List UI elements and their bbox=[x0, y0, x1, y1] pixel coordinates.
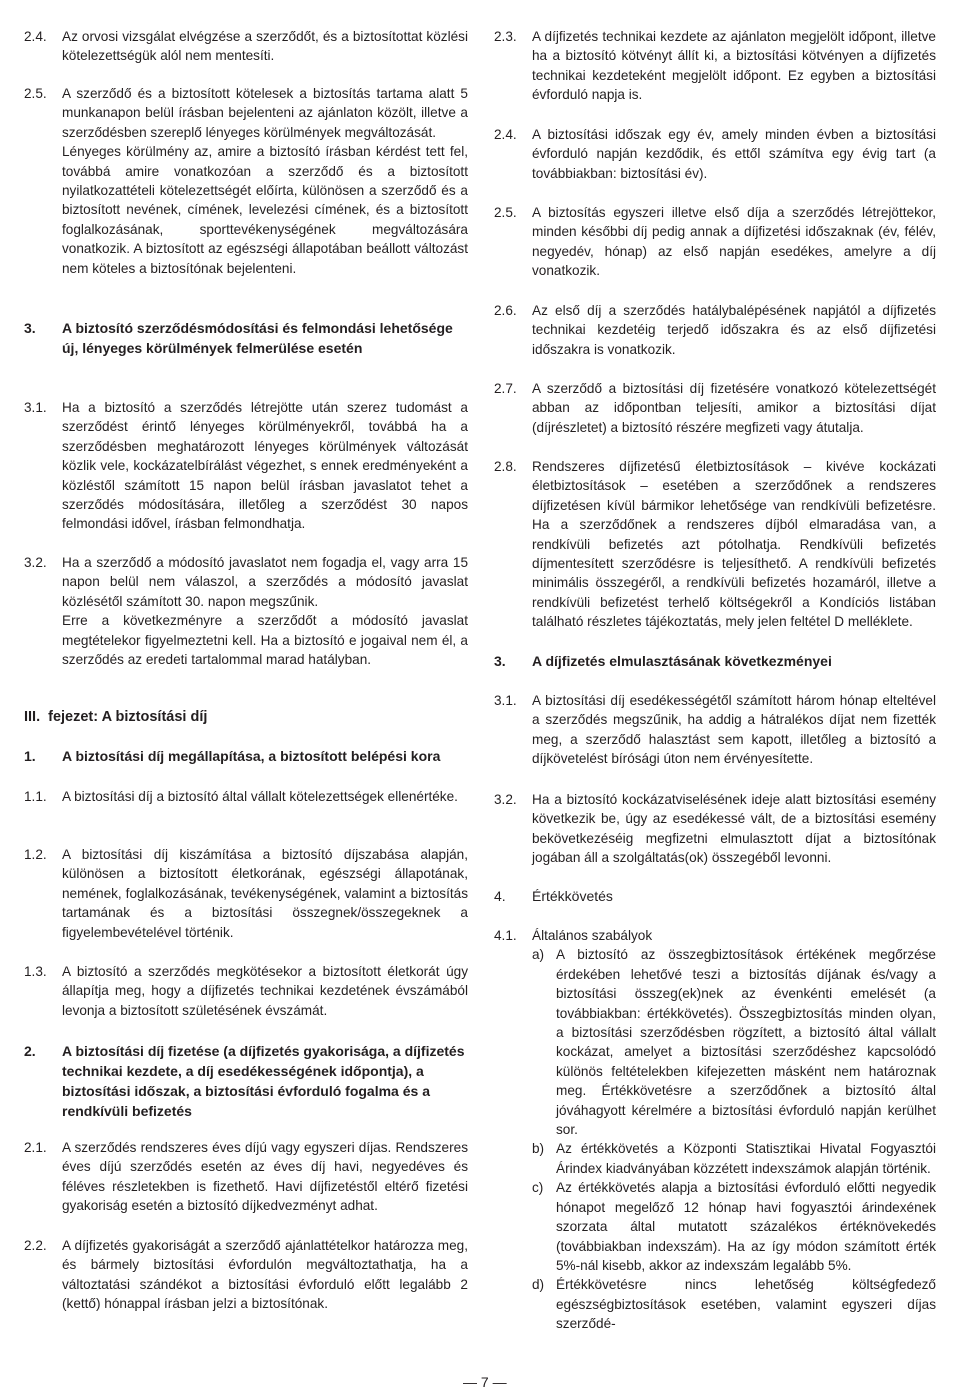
list-item-letter: d) bbox=[532, 1277, 545, 1293]
section-2-4 bbox=[24, 27, 468, 66]
list-item-text: Az értékkövetés alapja a biztosítási évforduló előtti negyedik hónapot megelőző 12 hónap havi fogyasztói árindexének szorzata által mutatott százalékos értéknövekedés (továbbiakban indexszám). Ha az így módon számított érték 5%-nál kisebb, akkor az indexszám legalább 5%. bbox=[556, 1180, 936, 1273]
list-item-letter: b) bbox=[532, 1141, 545, 1157]
section-text: Ha a biztosító kockázatviselésének ideje alatt biztosítási esemény következik be, úgy az esedékessé vált, de a biztosítási esemény bekövetkezéséig megfizetni elmulasztott díjat a biztosítónak jogában áll a szolgáltatás(ok) összegéből levonni. bbox=[532, 792, 936, 866]
section-number: 2.5. bbox=[24, 86, 47, 101]
section-text: Erre a következményre a szerződőt a módosító javaslat megtételekor figyelmeztetni kell. Ha a biztosító e jogaival nem él, a szerződés az eredeti tartalommal marad hatályban. bbox=[62, 613, 468, 668]
section-text: Ha a szerződő a módosító javaslatot nem fogadja el, vagy arra 15 napon belül nem válaszol, a szerződés a módosító javaslat közlésétől számított 30. napon megszűnik. bbox=[62, 555, 468, 609]
heading-text: Értékkövetés bbox=[532, 888, 613, 904]
section-2-5 bbox=[494, 203, 936, 281]
section-1-3 bbox=[24, 962, 468, 1020]
section-text: A biztosító a szerződés megkötésekor a biztosított életkorát úgy állapítja meg, hogy a díjfizetés technikai kezdetének évszámából levonja a biztosított születésének évszámát. bbox=[62, 964, 468, 1018]
heading-3 bbox=[494, 651, 936, 671]
lettered-list bbox=[532, 945, 936, 1333]
list-item-text: Értékkövetésre nincs lehetőség költségfedező egészségbiztosítások esetében, valamint egyszeri díjas szerződé- bbox=[556, 1277, 936, 1332]
heading-number: 4. bbox=[494, 888, 506, 904]
section-2-4 bbox=[494, 125, 936, 183]
heading-number: 3. bbox=[24, 320, 36, 336]
heading-text: A biztosítási díj fizetése (a díjfizetés gyakorisága, a díjfizetés technikai kezdete, a díj esedékességének időpontja), a biztosítási időszak, a biztosítási évforduló fogalma és a rendkívüli befizetés bbox=[62, 1043, 465, 1119]
section-text: A szerződő és a biztosított kötelesek a biztosítás tartama alatt 5 munkanapon belül írásban bejelenteni az ajánlaton közölt, illetve a szerződésben szereplő lényeges körülmények megváltozását. bbox=[62, 86, 468, 140]
section-text: A biztosítási díj a biztosító által vállalt kötelezettségek ellenértéke. bbox=[62, 789, 458, 804]
section-2-1 bbox=[24, 1138, 468, 1216]
section-number: 2.3. bbox=[494, 29, 517, 44]
section-number: 3.2. bbox=[494, 792, 517, 807]
section-number: 2.8. bbox=[494, 459, 517, 474]
section-text: A díjfizetés technikai kezdete az ajánlaton megjelölt időpont, illetve ha a biztosító kötvényt állít ki, a biztosítási kötvényen a díjfizetés technikai kezdeteként megjelölt időpont. Ez egyben a biztosítási évforduló napja is. bbox=[532, 29, 936, 103]
section-text: Ha a biztosító a szerződés létrejötte után szerez tudomást a szerződést érintő lényeges körülményekről, továbbá ha a szerződésben meghatározott lényeges körülmények változását közlik vele, kockázatelbírálást végezhet, s ennek eredményeként a közléstől számított 15 napon belül írásban javaslatot tehet a szerződés módosítására, illetőleg a szerződést 30 napos felmondási idővel, írásban felmondhatja. bbox=[62, 400, 468, 532]
section-number: 1.2. bbox=[24, 847, 47, 862]
section-text: A biztosítási időszak egy év, amely minden évben a biztosítási évforduló napján kezdődik, és ettől számítva egy évig tart (a továbbiakban: biztosítási év). bbox=[532, 127, 936, 181]
section-title: Általános szabályok bbox=[532, 928, 653, 943]
list-item-letter: a) bbox=[532, 947, 545, 963]
chapter-title-text: fejezet: A biztosítási díj bbox=[48, 709, 208, 725]
list-item bbox=[532, 945, 936, 1139]
section-text: A biztosítási díj kiszámítása a biztosító díjszabása alapján, különösen a biztosított életkorának, egészségi állapotának, nemének, foglalkozásának, tevékenységének, valamint a biztosítás tartamának és a biztosítási összegnek/összegeknek a figyelembevételével történik. bbox=[62, 847, 468, 940]
section-number: 2.5. bbox=[494, 205, 517, 220]
section-text: Az első díj a szerződés hatálybalépésének napjától a díjfizetés technikai kezdetéig terjedő időszakra és az első díjfizetési időszakra is vonatkozik. bbox=[532, 303, 936, 357]
list-item bbox=[532, 1275, 936, 1333]
list-item bbox=[532, 1178, 936, 1275]
section-2-6 bbox=[494, 301, 936, 359]
section-4-1 bbox=[494, 926, 936, 1334]
heading-4 bbox=[494, 886, 936, 906]
heading-number: 2. bbox=[24, 1043, 36, 1059]
section-number: 2.6. bbox=[494, 303, 517, 318]
section-3-1 bbox=[494, 691, 936, 769]
section-number: 4.1. bbox=[494, 928, 517, 943]
section-number: 3.1. bbox=[494, 693, 517, 708]
section-text: A biztosítási díj esedékességétől számított három hónap elteltével a szerződés megszűnik, ha addig a hátralékos díjat nem fizették meg, a szerződő halasztást sem kapott, illetőleg a biztosító a díjkövetelést bírósági úton nem érvényesítette. bbox=[532, 693, 936, 767]
section-2-8 bbox=[494, 457, 936, 632]
section-number: 2.4. bbox=[24, 29, 47, 44]
heading-number: 1. bbox=[24, 748, 36, 764]
list-item bbox=[532, 1139, 936, 1178]
section-2-2 bbox=[24, 1236, 468, 1314]
section-number: 2.7. bbox=[494, 381, 517, 396]
section-1-2 bbox=[24, 845, 468, 942]
section-2-3 bbox=[494, 27, 936, 105]
section-number: 2.2. bbox=[24, 1238, 47, 1253]
section-3-2 bbox=[24, 553, 468, 669]
section-text: A szerződés rendszeres éves díjú vagy egyszeri díjas. Rendszeres éves díjú szerződés esetén az éves díj havi, negyedéves és féléves részletekben is fizethető. Havi díjfizetéstől eltérő fizetési gyakoriság esetén a biztosító díjkedvezményt adhat. bbox=[62, 1140, 468, 1214]
chapter-roman: III. bbox=[24, 709, 41, 725]
section-text: Lényeges körülmény az, amire a biztosító írásban kérdést tett fel, továbbá amire vonatkozóan a szerződő és a biztosított nyilatkozattételi kötelezettségét előírta, különösen a szerződő és a biztosított nevének, címének, levelezési címének, és a biztosított foglalkozásának, sporttevékenységének megváltozására vonatkozik. A biztosított az egészségi állapotában beállott változást nem köteles a biztosítónak bejelenteni. bbox=[62, 144, 468, 276]
section-text: Rendszeres díjfizetésű életbiztosítások – kivéve kockázati életbiztosítások – esetében a szerződőnek a rendszeres díjfizetésen kívül bármikor lehetősége van rendkívüli befizetésre. Ha a szerződőnek a rendszeres díjból elmaradása van, a rendkívüli befizetés azt pótolhatja. Rendkívüli befizetés díjmentesített szerződésre is teljesíthető. A rendkívüli befizetés minimális összegéről, a rendkívüli befizetés hozamáról, illetve a rendkívüli befizetést terhelő költségekről a Kondíciós listában található részletes tájékoztatás, mely jelen feltétel D melléklete. bbox=[532, 459, 936, 630]
section-2-7 bbox=[494, 379, 936, 437]
heading-text: A biztosítási díj megállapítása, a biztosított belépési kora bbox=[62, 748, 441, 764]
heading-3 bbox=[24, 318, 468, 358]
list-item-letter: c) bbox=[532, 1180, 544, 1196]
section-number: 3.1. bbox=[24, 400, 47, 415]
heading-1 bbox=[24, 746, 468, 766]
heading-text: A díjfizetés elmulasztásának következményei bbox=[532, 653, 832, 669]
section-text: A szerződő a biztosítási díj fizetésére vonatkozó kötelezettségét abban az időpontban teljesíti, amikor a biztosítási díjat (díjrészletet) a biztosító részére megfizeti vagy átutalja. bbox=[532, 381, 936, 435]
heading-2 bbox=[24, 1041, 468, 1121]
section-3-2 bbox=[494, 790, 936, 868]
section-1-1 bbox=[24, 787, 468, 806]
heading-text: A biztosító szerződésmódosítási és felmondási lehetősége új, lényeges körülmények felmerülése esetén bbox=[62, 320, 453, 356]
section-number: 2.1. bbox=[24, 1140, 47, 1155]
page-number: — 7 — bbox=[463, 1374, 507, 1390]
section-number: 1.3. bbox=[24, 964, 47, 979]
section-text: A díjfizetés gyakoriságát a szerződő ajánlattételkor határozza meg, és bármely biztosítási évfordulón megváltoztathatja, ha a változtatási szándékot a biztosítási évforduló előtt legalább 2 (kettő) hónappal írásban jelzi a biztosítónak. bbox=[62, 1238, 468, 1312]
section-3-1 bbox=[24, 398, 468, 534]
list-item-text: Az értékkövetés a Központi Statisztikai Hivatal Fogyasztói Árindex kiadványában közzétett indexszámok alapján történik. bbox=[556, 1141, 936, 1176]
heading-number: 3. bbox=[494, 653, 506, 669]
section-2-5 bbox=[24, 84, 468, 278]
section-number: 1.1. bbox=[24, 789, 47, 804]
chapter-title bbox=[24, 707, 207, 727]
section-number: 3.2. bbox=[24, 555, 47, 570]
section-text: Az orvosi vizsgálat elvégzése a szerződőt, és a biztosítottat közlési kötelezettségük alól nem mentesíti. bbox=[62, 29, 468, 64]
section-text: A biztosítás egyszeri illetve első díja a szerződés létrejöttekor, minden későbbi díj pedig annak a díjfizetési időszaknak (év, félév, negyedév, hónap) az első napján esedékes, amelyre a díj vonatkozik. bbox=[532, 205, 936, 279]
section-number: 2.4. bbox=[494, 127, 517, 142]
list-item-text: A biztosító az összegbiztosítások értékének megőrzése érdekében lehetővé teszi a biztosítás díjának és/vagy a biztosítási összeg(ek)nek az évenkénti emelését (a továbbiakban: értékkövetés). Összegbiztosítás minden olyan, a biztosítási szerződésben rögzített, a biztosító által vállalt kockázat, amelyet a biztosítási szerződéshez kapcsolódó különös feltételekben kifejezetten másként nem határoznak meg. Értékkövetésre a szerződőnek a biztosító által jóváhagyott kérelmére a biztosítási évforduló napján kerülhet sor. bbox=[556, 947, 936, 1138]
